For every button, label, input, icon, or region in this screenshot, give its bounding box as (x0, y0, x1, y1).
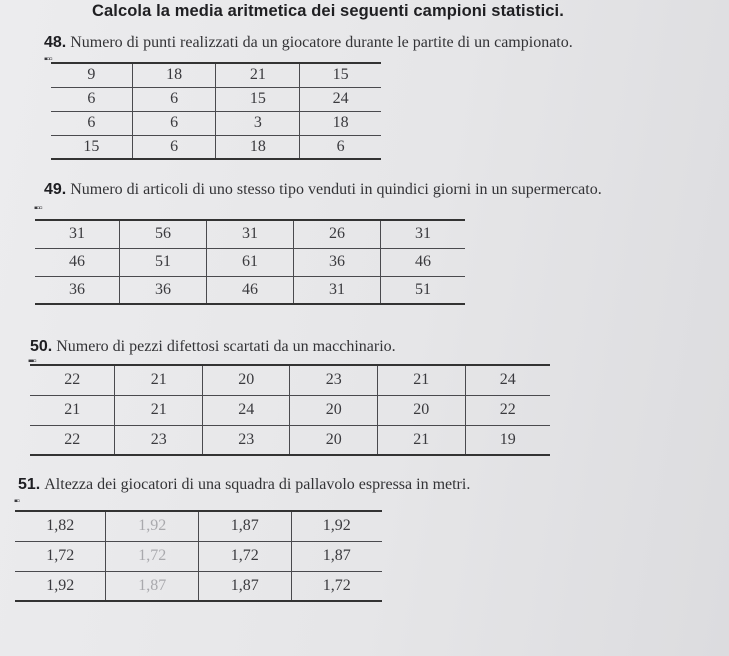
table-cell: 18 (216, 135, 300, 159)
table-row (30, 425, 550, 455)
table-cell: 1,92 (106, 511, 199, 541)
table-cell: 21 (115, 365, 203, 395)
table-row (35, 220, 465, 248)
table-cell: 61 (206, 248, 293, 276)
table-cell: 19 (465, 425, 550, 455)
table-cell: 31 (206, 220, 293, 248)
table-cell: 3 (216, 111, 300, 135)
exercise-49-number: 49. (44, 181, 67, 198)
exercise-51-number: 51. (18, 476, 41, 493)
table-cell: 21 (216, 63, 300, 87)
exercise-50-number: 50. (30, 338, 53, 355)
table-row (15, 571, 382, 601)
table-row (35, 276, 465, 304)
table-cell: 21 (30, 395, 115, 425)
table-cell: 20 (290, 395, 378, 425)
table-row (51, 111, 381, 135)
table-row (51, 63, 381, 87)
table-cell: 1,92 (15, 571, 106, 601)
table-cell: 20 (377, 395, 465, 425)
table-row (15, 511, 382, 541)
exercise-51-text: Altezza dei giocatori di una squadra di pallavolo espressa in metri. (44, 476, 471, 493)
page-heading: Calcola la media aritmetica dei seguenti campioni statistici. (92, 2, 564, 20)
table-cell: 18 (300, 111, 381, 135)
table-cell: 6 (132, 135, 216, 159)
table-cell: 46 (381, 248, 466, 276)
table-cell: 21 (115, 395, 203, 425)
table-cell: 36 (293, 248, 380, 276)
table-cell: 20 (290, 425, 378, 455)
table-cell: 22 (30, 425, 115, 455)
exercise-48-text: Numero di punti realizzati da un giocatore durante le partite di un campionato. (70, 34, 573, 51)
table-cell: 46 (206, 276, 293, 304)
exercise-51-table (15, 510, 382, 602)
table-cell: 15 (51, 135, 132, 159)
table-cell: 22 (30, 365, 115, 395)
table-cell: 26 (293, 220, 380, 248)
table-cell: 23 (202, 425, 290, 455)
table-cell: 23 (115, 425, 203, 455)
table-cell: 36 (119, 276, 206, 304)
table-cell: 24 (202, 395, 290, 425)
table-cell: 36 (35, 276, 119, 304)
table-cell: 21 (377, 425, 465, 455)
table-row (15, 541, 382, 571)
exercise-50-text: Numero di pezzi difettosi scartati da un macchinario. (56, 338, 396, 355)
exercise-49-title (44, 181, 602, 199)
table-row (35, 248, 465, 276)
table-cell: 1,72 (15, 541, 106, 571)
exercise-51-title (18, 476, 470, 494)
table-cell: 1,92 (291, 511, 382, 541)
table-cell: 31 (293, 276, 380, 304)
table-cell: 18 (132, 63, 216, 87)
table-cell: 1,72 (106, 541, 199, 571)
difficulty-dots-icon: ▪▪▫ (28, 356, 36, 367)
table-cell: 56 (119, 220, 206, 248)
table-cell: 15 (216, 87, 300, 111)
difficulty-dots-icon: ▪▫▫ (34, 203, 42, 214)
difficulty-dots-icon: ▪▫ (14, 496, 20, 507)
table-cell: 51 (119, 248, 206, 276)
table-cell: 9 (51, 63, 132, 87)
exercise-48-number: 48. (44, 34, 67, 51)
table-cell: 1,87 (198, 571, 291, 601)
table-cell: 31 (35, 220, 119, 248)
difficulty-dots-icon: ▪▫▫ (44, 54, 52, 65)
table-cell: 51 (381, 276, 466, 304)
table-cell: 1,72 (198, 541, 291, 571)
exercise-50-table (30, 364, 550, 456)
table-cell: 6 (132, 111, 216, 135)
exercise-49-table (35, 219, 465, 305)
table-cell: 1,82 (15, 511, 106, 541)
table-cell: 21 (377, 365, 465, 395)
table-cell: 1,87 (291, 541, 382, 571)
table-cell: 20 (202, 365, 290, 395)
table-cell: 6 (132, 87, 216, 111)
table-cell: 24 (300, 87, 381, 111)
exercise-50-title (30, 338, 396, 356)
table-cell: 22 (465, 395, 550, 425)
table-cell: 1,87 (198, 511, 291, 541)
table-row (30, 365, 550, 395)
table-row (51, 135, 381, 159)
table-cell: 46 (35, 248, 119, 276)
table-cell: 6 (300, 135, 381, 159)
exercise-48-table (51, 62, 381, 160)
table-cell: 1,72 (291, 571, 382, 601)
table-row (30, 395, 550, 425)
exercise-49-text: Numero di articoli di uno stesso tipo venduti in quindici giorni in un supermercato. (70, 181, 602, 198)
table-cell: 23 (290, 365, 378, 395)
table-cell: 6 (51, 87, 132, 111)
exercise-48-title (44, 34, 573, 52)
table-cell: 6 (51, 111, 132, 135)
table-cell: 15 (300, 63, 381, 87)
table-cell: 1,87 (106, 571, 199, 601)
table-cell: 24 (465, 365, 550, 395)
table-row (51, 87, 381, 111)
table-cell: 31 (381, 220, 466, 248)
